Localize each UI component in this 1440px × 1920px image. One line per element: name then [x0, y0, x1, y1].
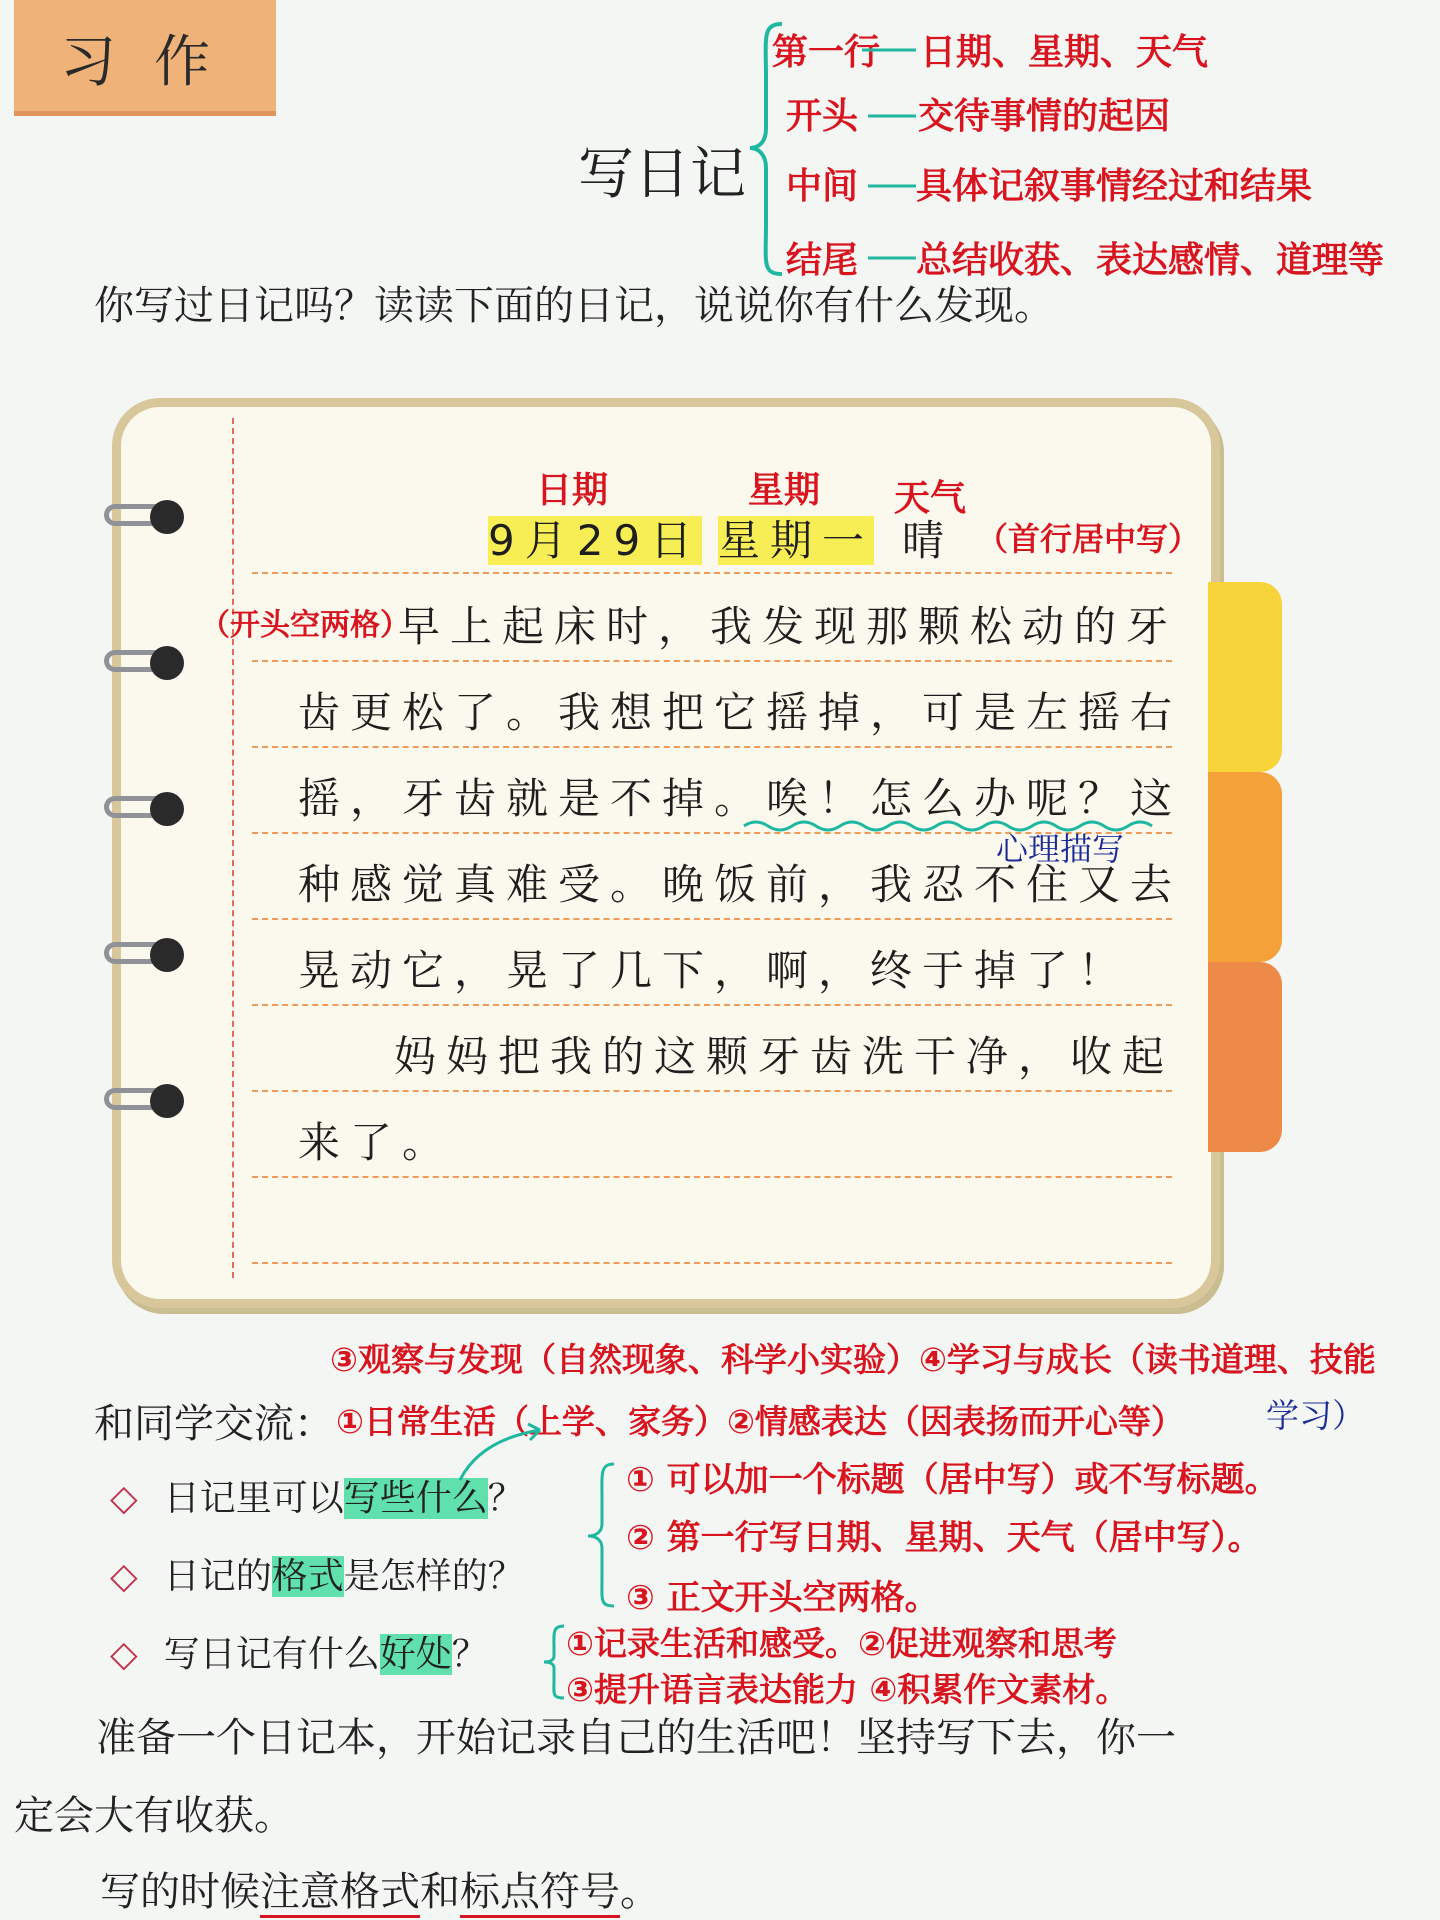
diary-line-7: 来了。 [298, 1118, 455, 1167]
diary-weekday: 星期一 [718, 516, 875, 565]
diamond-icon: ◇ [110, 1634, 138, 1675]
first-line-note: （首行居中写） [976, 520, 1201, 558]
format-answer-3: ③ 正文开头空两格。 [626, 1578, 939, 1618]
diary-line-5: 晃动它，晃了几下，啊，终于掉了！ [298, 946, 1131, 995]
format-answer-2: ② 第一行写日期、星期、天气（居中写）。 [626, 1518, 1262, 1558]
format-note-2-right: 交待事情的起因 [918, 96, 1171, 137]
diamond-icon: ◇ [110, 1556, 138, 1597]
ruled-line [252, 1262, 1172, 1264]
binder-hole [150, 1084, 184, 1118]
format-note-1-right: 日期、星期、天气 [920, 32, 1209, 73]
ruled-line [252, 1004, 1172, 1006]
brace-icon [538, 1622, 568, 1702]
format-note-1-left: 第一行 [772, 32, 881, 73]
card-tab-orange [1208, 772, 1282, 962]
note-connector-lines [860, 30, 920, 280]
topics-line-1: ③观察与发现（自然现象、科学小实验）④学习与成长（读书道理、技能 [330, 1340, 1376, 1379]
format-note-4-right: 总结收获、表达感情、道理等 [916, 240, 1385, 281]
indent-note: （开头空两格） [200, 608, 410, 643]
diary-line-2: 齿更松了。我想把它摇掉，可是左摇右 [298, 688, 1183, 737]
diary-line-6: 妈妈把我的这颗牙齿洗干净，收起 [394, 1032, 1175, 1081]
ruled-line [252, 918, 1172, 920]
question-1: ◇ 日记里可以写些什么？ [110, 1478, 524, 1519]
label-date: 日期 [536, 470, 609, 511]
ruled-line [252, 1176, 1172, 1178]
diary-line-4: 种感觉真难受。晚饭前，我忍不住又去 [298, 860, 1183, 909]
benefit-answer-2: ③提升语言表达能力 ④积累作文素材。 [566, 1670, 1129, 1709]
ruled-line [252, 746, 1172, 748]
card-tab-dark-orange [1208, 962, 1282, 1152]
ruled-line [252, 1090, 1172, 1092]
label-weekday: 星期 [748, 470, 821, 511]
brace-icon [580, 1460, 620, 1610]
card-tab-yellow [1208, 582, 1282, 772]
diary-date: 9月29日 [488, 516, 703, 565]
ruled-line [252, 660, 1172, 662]
format-note-2-left: 开头 [786, 96, 859, 137]
diary-line-1: 早上起床时，我发现那颗松动的牙 [398, 602, 1179, 651]
benefit-answer-1: ①记录生活和感受。②促进观察和思考 [566, 1624, 1117, 1663]
psych-note: 心理描写 [996, 830, 1125, 868]
binder-hole [150, 792, 184, 826]
format-answer-1: ① 可以加一个标题（居中写）或不写标题。 [626, 1460, 1279, 1500]
format-note-4-left: 结尾 [786, 240, 859, 281]
question-2: ◇ 日记的格式是怎样的？ [110, 1556, 524, 1597]
closing-line-3: 写的时候注意格式和标点符号。 [100, 1860, 660, 1917]
diary-line-3: 摇，牙齿就是不掉。唉！怎么办呢？这 [298, 774, 1183, 823]
format-note-3-left: 中间 [786, 166, 859, 207]
discussion-intro: 和同学交流： [94, 1401, 334, 1447]
page-title: 写日记 [578, 142, 746, 207]
topics-line-2: ①日常生活（上学、家务）②情感表达（因表扬而开心等） [336, 1402, 1184, 1441]
diary-weather: 晴 [902, 516, 955, 565]
diamond-icon: ◇ [110, 1478, 138, 1519]
question-3: ◇ 写日记有什么好处？ [110, 1634, 488, 1675]
topics-line-1-cont: 学习） [1266, 1396, 1365, 1435]
binder-hole [150, 938, 184, 972]
format-note-3-right: 具体记叙事情经过和结果 [916, 166, 1313, 207]
margin-line [232, 418, 234, 1278]
ruled-line [252, 572, 1172, 574]
binder-hole [150, 646, 184, 680]
label-weather: 天气 [894, 478, 967, 519]
closing-line-1: 准备一个日记本，开始记录自己的生活吧！坚持写下去，你一 [96, 1715, 1176, 1761]
closing-line-2: 定会大有收获。 [14, 1793, 294, 1839]
reading-prompt: 你写过日记吗？读读下面的日记，说说你有什么发现。 [94, 283, 1054, 329]
binder-hole [150, 500, 184, 534]
section-tag-label: 习作 [60, 30, 248, 95]
